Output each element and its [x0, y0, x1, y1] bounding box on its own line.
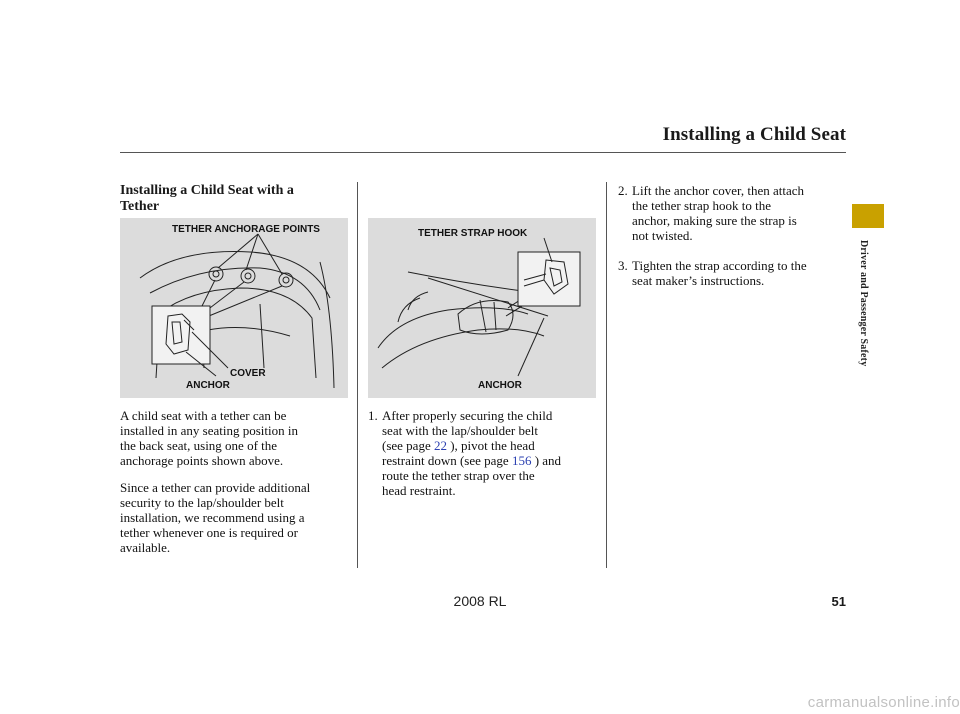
recommendation-line: installation, we recommend using a — [120, 510, 305, 525]
intro-line: the back seat, using one of the — [120, 438, 278, 453]
label-anchor-right: ANCHOR — [478, 380, 522, 391]
section-tab — [852, 204, 884, 228]
intro-line: installed in any seating position in — [120, 423, 299, 438]
strap-hook-illustration — [368, 218, 596, 398]
step-1-line: After properly securing the child — [382, 408, 553, 423]
step-1 — [368, 408, 603, 503]
page-number: 51 — [831, 594, 846, 609]
step-2-line: anchor, making sure the strap is — [632, 213, 797, 228]
header-rule — [120, 152, 846, 153]
step-2 — [618, 183, 848, 245]
step-2-line: not twisted. — [632, 228, 693, 243]
column-divider-right — [606, 182, 607, 568]
step-3 — [618, 258, 848, 290]
section-heading-line-2: Tether — [120, 199, 160, 214]
section-heading-line-1: Installing a Child Seat with a — [120, 183, 294, 198]
step-1-line-ref — [382, 438, 561, 453]
recommendation-line: available. — [120, 540, 171, 555]
intro-line: A child seat with a tether can be — [120, 408, 287, 423]
step-1-line: ), pivot the head — [446, 438, 535, 453]
recommendation-paragraph — [120, 480, 355, 555]
watermark: carmanualsonline.info — [807, 694, 960, 711]
intro-paragraph — [120, 408, 355, 468]
step-2-number: 2. — [618, 183, 628, 198]
step-3-line: Tighten the strap according to the — [632, 258, 807, 273]
label-tether-strap-hook: TETHER STRAP HOOK — [418, 228, 528, 239]
section-side-label: Driver and Passenger Safety — [858, 240, 869, 367]
recommendation-line: Since a tether can provide additional — [120, 480, 311, 495]
column-divider-left — [357, 182, 358, 568]
page-title: Installing a Child Seat — [662, 124, 846, 145]
step-2-line: the tether strap hook to the — [632, 198, 771, 213]
step-1-line: seat with the lap/shoulder belt — [382, 423, 538, 438]
step-1-line: (see page — [382, 438, 434, 453]
label-cover: COVER — [230, 368, 266, 379]
intro-line: anchorage points shown above. — [120, 453, 284, 468]
step-1-text — [382, 408, 561, 498]
step-1-line: head restraint. — [382, 483, 456, 498]
step-3-line: seat maker’s instructions. — [632, 273, 765, 288]
label-anchor: ANCHOR — [186, 380, 230, 391]
step-3-text — [632, 258, 807, 288]
page-reference-link[interactable]: 22 — [433, 438, 447, 453]
step-2-text — [632, 183, 804, 243]
step-1-line-ref — [382, 453, 561, 468]
page-reference-link[interactable]: 156 — [511, 453, 532, 468]
model-footer: 2008 RL — [453, 593, 507, 609]
recommendation-line: tether whenever one is required or — [120, 525, 298, 540]
step-1-line: route the tether strap over the — [382, 468, 535, 483]
figure-tether-strap-hook — [368, 218, 596, 398]
label-tether-anchorage-points: TETHER ANCHORAGE POINTS — [172, 224, 320, 235]
figure-tether-anchorage — [120, 218, 348, 398]
section-heading — [120, 183, 350, 215]
step-1-line: restraint down (see page — [382, 453, 512, 468]
step-2-line: Lift the anchor cover, then attach — [632, 183, 805, 198]
step-1-number: 1. — [368, 408, 378, 423]
step-1-line: ) and — [531, 453, 562, 468]
recommendation-line: security to the lap/shoulder belt — [120, 495, 284, 510]
step-3-number: 3. — [618, 258, 628, 273]
